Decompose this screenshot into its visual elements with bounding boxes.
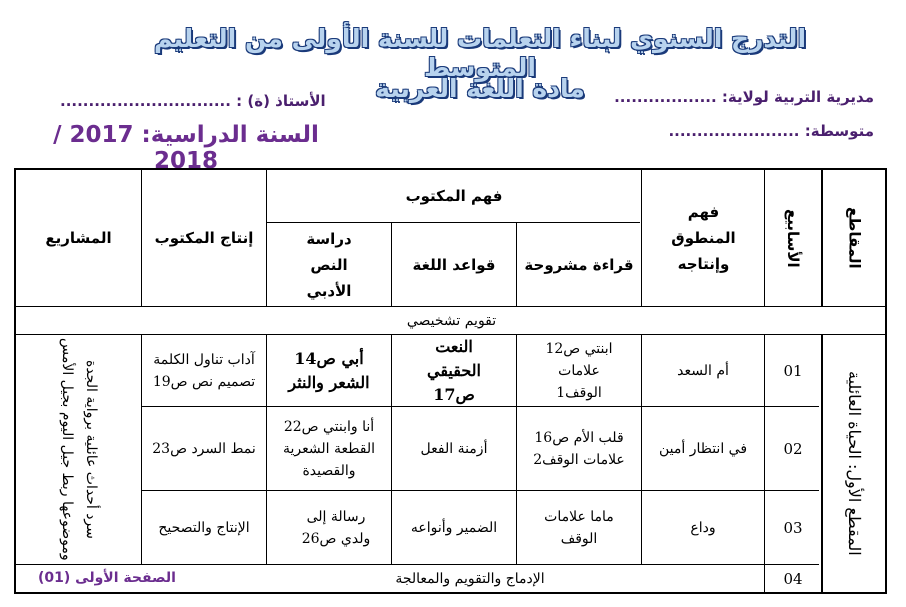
reading-row-1: ابنتي ص12 علامات الوقف1 [545, 340, 613, 401]
middle-school-field: متوسطة: ....................... [668, 122, 874, 140]
school-year: السنة الدراسية: 2017 / 2018 [53, 122, 319, 174]
diagnostic-row: تقويم تشخيصي [406, 312, 497, 329]
production-row-2: نمط السرد ص23 [152, 440, 256, 457]
week-01: 01 [783, 361, 803, 380]
oral-row-1: أم السعد [677, 362, 729, 379]
header-oral: فهم المنطوق وإنتاجه [671, 203, 736, 273]
progression-table [14, 168, 887, 594]
grammar-row-2: أزمنة الفعل [420, 440, 488, 457]
page-label: الصفحة الأولى (01) [38, 570, 176, 586]
subject-title: مادة اللغة العربية [375, 74, 585, 103]
header-sequence: المقاطع [845, 207, 864, 269]
directorate-field: مديرية التربية لولاية: .................. [614, 88, 874, 106]
header-written-comprehension: فهم المكتوب [405, 187, 503, 205]
header-literary-text: دراسة النص الأدبي [306, 229, 352, 300]
header-weeks: الأسابيع [784, 208, 802, 268]
reading-row-3: ماما علامات الوقف [544, 508, 614, 547]
grammar-row-3: الضمير وأنواعه [410, 519, 498, 536]
project-description: سرد أحداث عائلية برواية الجدة وموضوعها ربط جيل اليوم بجيل الأمس [59, 338, 99, 561]
header-written-production: إنتاج المكتوب [154, 229, 254, 247]
week-03: 03 [783, 518, 803, 537]
oral-row-3: وداع [690, 519, 716, 536]
header-grammar: قواعد اللغة [412, 255, 496, 274]
grammar-row-1: النعت الحقيقي ص17 [427, 336, 481, 404]
sequence-name: المقطع الأول: الحياة العائلية [845, 371, 864, 556]
integration-row: الإدماج والتقويم والمعالجة [395, 570, 545, 587]
week-02: 02 [783, 439, 803, 458]
literary-row-3: رسالة إلى ولدي ص26 [301, 508, 371, 547]
teacher-field: الأستاذ (ة) : .............................. [60, 92, 326, 110]
literary-row-2: أنا وابنتي ص22 القطعة الشعرية والقصيدة [283, 418, 375, 479]
production-row-1: آداب تناول الكلمة تصميم نص ص19 [152, 351, 256, 390]
header-projects: المشاريع [45, 229, 112, 247]
literary-row-1: أبي ص14 الشعر والنثر [288, 348, 370, 392]
document-title: التدرج السنوي لبناء التعلمات للسنة الأولى من التعليم المتوسط [153, 24, 807, 82]
reading-row-2: قلب الأم ص16 علامات الوقف2 [533, 429, 625, 468]
production-row-3: الإنتاج والتصحيح [158, 519, 250, 536]
oral-row-2: في انتظار أمين [658, 440, 748, 457]
header-explained-reading: قراءة مشروحة [524, 255, 634, 274]
week-04: 04 [783, 569, 803, 588]
